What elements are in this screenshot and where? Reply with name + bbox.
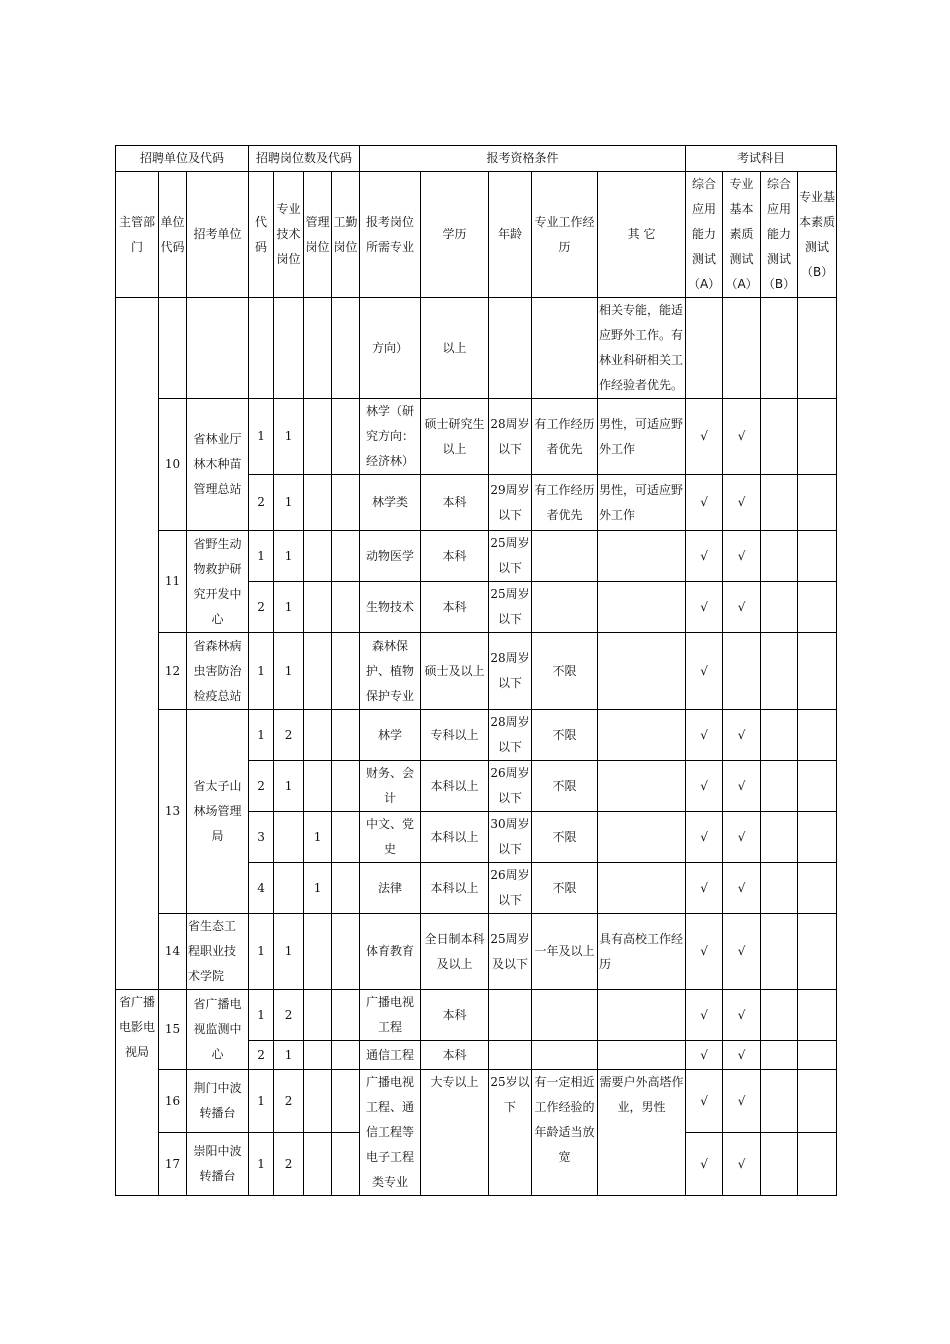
- other-cell: [598, 531, 686, 582]
- dept-cell: 省广播电影电视局: [116, 990, 159, 1196]
- other-cell: 相关专能，能适应野外工作。有林业科研相关工作经验者优先。: [598, 298, 686, 399]
- education-cell: 本科: [421, 990, 489, 1041]
- header-column-row: [116, 172, 837, 298]
- other-cell: [598, 863, 686, 914]
- exam-a2-cell: √: [723, 1133, 761, 1196]
- education-cell: 本科以上: [421, 761, 489, 812]
- post-code-cell: 2: [249, 475, 274, 531]
- labor-post-header: 工勤岗位: [332, 172, 360, 298]
- major-cell: 广播电视工程: [360, 990, 421, 1041]
- unit-name-cell: 省太子山林场管理局: [187, 710, 249, 914]
- tech-post-cell: 1: [274, 582, 304, 633]
- other-cell: 男性，可适应野外工作: [598, 399, 686, 475]
- exam-a1-cell: √: [686, 633, 723, 710]
- exam-b1-cell: [761, 812, 798, 863]
- exam-b1-cell: [761, 475, 798, 531]
- education-cell: 全日制本科及以上: [421, 914, 489, 990]
- major-cell: 林学（研究方向：经济林）: [360, 399, 421, 475]
- age-cell: 28周岁以下: [489, 633, 532, 710]
- tech-post-cell: 1: [274, 761, 304, 812]
- exam-b1-header: 综合应用能力测试（B）: [761, 172, 798, 298]
- labor-post-cell: [332, 582, 360, 633]
- exam-a1-cell: √: [686, 990, 723, 1041]
- exam-a1-cell: √: [686, 812, 723, 863]
- education-cell: 以上: [421, 298, 489, 399]
- table-row: [116, 990, 837, 1041]
- education-cell: 本科: [421, 531, 489, 582]
- mgmt-post-cell: [304, 990, 332, 1041]
- exam-a2-cell: √: [723, 710, 761, 761]
- unit-name-cell: 省野生动物救护研究开发中心: [187, 531, 249, 633]
- exam-a2-cell: √: [723, 863, 761, 914]
- unit-name-header: 招考单位: [187, 172, 249, 298]
- education-cell: 本科: [421, 475, 489, 531]
- exam-a1-cell: √: [686, 914, 723, 990]
- unit-name-cell: 荆门中波转播台: [187, 1070, 249, 1133]
- experience-cell: [532, 531, 598, 582]
- mgmt-post-header: 管理岗位: [304, 172, 332, 298]
- experience-cell: 有工作经历者优先: [532, 475, 598, 531]
- experience-cell: [532, 990, 598, 1041]
- experience-cell: [532, 1041, 598, 1070]
- tech-post-header: 专业技术岗位: [274, 172, 304, 298]
- table-row: [116, 710, 837, 761]
- tech-post-cell: [274, 812, 304, 863]
- unit-name-cell: 省森林病虫害防治检疫总站: [187, 633, 249, 710]
- unit-name-cell: 省林业厅林木种苗管理总站: [187, 399, 249, 531]
- exam-a1-cell: √: [686, 399, 723, 475]
- age-cell: 25周岁以下: [489, 531, 532, 582]
- unit-code-cell: 10: [159, 399, 187, 531]
- exam-b1-cell: [761, 1070, 798, 1133]
- exam-a1-cell: √: [686, 863, 723, 914]
- unit-name-cell: [187, 298, 249, 399]
- labor-post-cell: [332, 633, 360, 710]
- education-cell: 硕士及以上: [421, 633, 489, 710]
- experience-cell: 不限: [532, 863, 598, 914]
- labor-post-cell: [332, 761, 360, 812]
- exam-a1-cell: √: [686, 1133, 723, 1196]
- header-group-row: [116, 146, 837, 172]
- unit-name-cell: 崇阳中波转播台: [187, 1133, 249, 1196]
- mgmt-post-cell: [304, 531, 332, 582]
- other-cell: [598, 761, 686, 812]
- post-code-cell: [249, 298, 274, 399]
- post-code-header: 代码: [249, 172, 274, 298]
- post-code-cell: 2: [249, 582, 274, 633]
- experience-cell: [532, 582, 598, 633]
- tech-post-cell: 2: [274, 990, 304, 1041]
- exam-b1-cell: [761, 633, 798, 710]
- exam-a2-cell: √: [723, 812, 761, 863]
- age-cell: [489, 1041, 532, 1070]
- other-cell: [598, 710, 686, 761]
- exam-b1-cell: [761, 399, 798, 475]
- other-cell: 具有高校工作经历: [598, 914, 686, 990]
- unit-group-header: 招聘单位及代码: [116, 146, 249, 172]
- table-row: [116, 298, 837, 399]
- unit-code-cell: 13: [159, 710, 187, 914]
- mgmt-post-cell: [304, 399, 332, 475]
- exam-b1-cell: [761, 1041, 798, 1070]
- post-code-cell: 1: [249, 990, 274, 1041]
- mgmt-post-cell: [304, 761, 332, 812]
- labor-post-cell: [332, 475, 360, 531]
- major-cell: 森林保护、植物保护专业: [360, 633, 421, 710]
- major-cell: 体育教育: [360, 914, 421, 990]
- exam-a1-cell: [686, 298, 723, 399]
- exam-b2-cell: [798, 990, 837, 1041]
- exam-group-header: 考试科目: [686, 146, 837, 172]
- exam-b2-cell: [798, 710, 837, 761]
- exam-a2-cell: √: [723, 399, 761, 475]
- exam-a2-cell: √: [723, 475, 761, 531]
- unit-code-cell: 11: [159, 531, 187, 633]
- education-cell: 硕士研究生以上: [421, 399, 489, 475]
- mgmt-post-cell: 1: [304, 863, 332, 914]
- age-cell: [489, 990, 532, 1041]
- table-row: [116, 531, 837, 582]
- experience-cell: 不限: [532, 633, 598, 710]
- education-cell: 本科: [421, 1041, 489, 1070]
- unit-code-cell: 16: [159, 1070, 187, 1133]
- age-cell: 25岁以下: [489, 1070, 532, 1196]
- exam-b1-cell: [761, 582, 798, 633]
- tech-post-cell: 1: [274, 633, 304, 710]
- exam-b1-cell: [761, 914, 798, 990]
- tech-post-cell: 1: [274, 1041, 304, 1070]
- tech-post-cell: 2: [274, 1070, 304, 1133]
- mgmt-post-cell: [304, 710, 332, 761]
- experience-cell: 不限: [532, 812, 598, 863]
- education-cell: 本科以上: [421, 863, 489, 914]
- exam-a1-cell: √: [686, 1041, 723, 1070]
- labor-post-cell: [332, 863, 360, 914]
- table-row: [116, 1070, 837, 1133]
- exam-b1-cell: [761, 863, 798, 914]
- table-row: [116, 399, 837, 475]
- exam-a2-cell: [723, 633, 761, 710]
- experience-cell: 不限: [532, 710, 598, 761]
- education-cell: 专科以上: [421, 710, 489, 761]
- exam-a1-cell: √: [686, 1070, 723, 1133]
- labor-post-cell: [332, 399, 360, 475]
- age-cell: 26周岁以下: [489, 761, 532, 812]
- tech-post-cell: [274, 863, 304, 914]
- exam-a1-cell: √: [686, 761, 723, 812]
- exam-b2-cell: [798, 582, 837, 633]
- unit-code-header: 单位代码: [159, 172, 187, 298]
- labor-post-cell: [332, 1041, 360, 1070]
- other-cell: 需要户外高塔作业，男性: [598, 1070, 686, 1196]
- exam-a1-cell: √: [686, 531, 723, 582]
- exam-a1-header: 综合应用能力测试（A）: [686, 172, 723, 298]
- mgmt-post-cell: [304, 633, 332, 710]
- major-cell: 林学类: [360, 475, 421, 531]
- post-code-cell: 1: [249, 914, 274, 990]
- mgmt-post-cell: 1: [304, 812, 332, 863]
- labor-post-cell: [332, 531, 360, 582]
- tech-post-cell: 1: [274, 914, 304, 990]
- mgmt-post-cell: [304, 914, 332, 990]
- unit-code-cell: 14: [159, 914, 187, 990]
- labor-post-cell: [332, 914, 360, 990]
- table-row: [116, 633, 837, 710]
- age-cell: 28周岁以下: [489, 710, 532, 761]
- labor-post-cell: [332, 812, 360, 863]
- exam-a2-header: 专业基本素质测试（A）: [723, 172, 761, 298]
- post-code-cell: 3: [249, 812, 274, 863]
- exam-b2-cell: [798, 914, 837, 990]
- unit-code-cell: 15: [159, 990, 187, 1070]
- exam-b2-cell: [798, 531, 837, 582]
- other-cell: [598, 633, 686, 710]
- exam-b2-header: 专业基本素质测试（B）: [798, 172, 837, 298]
- post-code-cell: 2: [249, 1041, 274, 1070]
- experience-cell: 有一定相近工作经验的年龄适当放宽: [532, 1070, 598, 1196]
- exam-b1-cell: [761, 710, 798, 761]
- dept-header: 主管部门: [116, 172, 159, 298]
- age-cell: 26周岁以下: [489, 863, 532, 914]
- exam-b2-cell: [798, 1041, 837, 1070]
- age-cell: 25周岁以下: [489, 582, 532, 633]
- tech-post-cell: 1: [274, 475, 304, 531]
- age-cell: 25周岁及以下: [489, 914, 532, 990]
- unit-name-cell: 省广播电视监测中心: [187, 990, 249, 1070]
- post-code-cell: 1: [249, 1070, 274, 1133]
- tech-post-cell: 2: [274, 1133, 304, 1196]
- exam-b1-cell: [761, 531, 798, 582]
- exam-b2-cell: [798, 863, 837, 914]
- exam-b2-cell: [798, 812, 837, 863]
- major-header: 报考岗位所需专业: [360, 172, 421, 298]
- age-cell: [489, 298, 532, 399]
- exam-a2-cell: √: [723, 990, 761, 1041]
- mgmt-post-cell: [304, 1070, 332, 1133]
- labor-post-cell: [332, 298, 360, 399]
- exam-b1-cell: [761, 761, 798, 812]
- exam-b2-cell: [798, 298, 837, 399]
- qualification-group-header: 报考资格条件: [360, 146, 686, 172]
- exam-b1-cell: [761, 1133, 798, 1196]
- labor-post-cell: [332, 990, 360, 1041]
- education-header: 学历: [421, 172, 489, 298]
- exam-a1-cell: √: [686, 582, 723, 633]
- labor-post-cell: [332, 1070, 360, 1133]
- post-group-header: 招聘岗位数及代码: [249, 146, 360, 172]
- other-cell: [598, 582, 686, 633]
- experience-cell: 一年及以上: [532, 914, 598, 990]
- mgmt-post-cell: [304, 1133, 332, 1196]
- tech-post-cell: 1: [274, 531, 304, 582]
- tech-post-cell: 1: [274, 399, 304, 475]
- other-cell: 男性，可适应野外工作: [598, 475, 686, 531]
- major-cell: 动物医学: [360, 531, 421, 582]
- major-cell: 林学: [360, 710, 421, 761]
- education-cell: 本科: [421, 582, 489, 633]
- major-cell: 通信工程: [360, 1041, 421, 1070]
- recruitment-table: [115, 145, 837, 1196]
- exam-b2-cell: [798, 1133, 837, 1196]
- other-cell: [598, 990, 686, 1041]
- exam-a1-cell: √: [686, 475, 723, 531]
- exam-a2-cell: √: [723, 531, 761, 582]
- exam-a2-cell: √: [723, 761, 761, 812]
- exam-b1-cell: [761, 990, 798, 1041]
- mgmt-post-cell: [304, 298, 332, 399]
- age-header: 年龄: [489, 172, 532, 298]
- mgmt-post-cell: [304, 582, 332, 633]
- exam-a2-cell: √: [723, 1070, 761, 1133]
- age-cell: 28周岁以下: [489, 399, 532, 475]
- other-cell: [598, 1041, 686, 1070]
- post-code-cell: 2: [249, 761, 274, 812]
- exam-b2-cell: [798, 475, 837, 531]
- major-cell: 法律: [360, 863, 421, 914]
- tech-post-cell: 2: [274, 710, 304, 761]
- labor-post-cell: [332, 710, 360, 761]
- post-code-cell: 1: [249, 531, 274, 582]
- post-code-cell: 1: [249, 1133, 274, 1196]
- education-cell: 本科以上: [421, 812, 489, 863]
- age-cell: 30周岁以下: [489, 812, 532, 863]
- labor-post-cell: [332, 1133, 360, 1196]
- post-code-cell: 1: [249, 399, 274, 475]
- unit-code-cell: 17: [159, 1133, 187, 1196]
- exam-b1-cell: [761, 298, 798, 399]
- exam-b2-cell: [798, 399, 837, 475]
- major-cell: 广播电视工程、通信工程等电子工程类专业: [360, 1070, 421, 1196]
- exam-b2-cell: [798, 633, 837, 710]
- experience-header: 专业工作经历: [532, 172, 598, 298]
- mgmt-post-cell: [304, 475, 332, 531]
- major-cell: 生物技术: [360, 582, 421, 633]
- exam-a2-cell: √: [723, 582, 761, 633]
- unit-name-cell: 省生态工程职业技术学院: [187, 914, 249, 990]
- age-cell: 29周岁以下: [489, 475, 532, 531]
- exam-a2-cell: [723, 298, 761, 399]
- unit-code-cell: [159, 298, 187, 399]
- major-cell: 方向）: [360, 298, 421, 399]
- major-cell: 财务、会计: [360, 761, 421, 812]
- post-code-cell: 4: [249, 863, 274, 914]
- table-row: [116, 914, 837, 990]
- exam-a2-cell: √: [723, 914, 761, 990]
- experience-cell: [532, 298, 598, 399]
- post-code-cell: 1: [249, 710, 274, 761]
- exam-b2-cell: [798, 761, 837, 812]
- exam-a1-cell: √: [686, 710, 723, 761]
- post-code-cell: 1: [249, 633, 274, 710]
- major-cell: 中文、党史: [360, 812, 421, 863]
- tech-post-cell: [274, 298, 304, 399]
- experience-cell: 有工作经历者优先: [532, 399, 598, 475]
- unit-code-cell: 12: [159, 633, 187, 710]
- mgmt-post-cell: [304, 1041, 332, 1070]
- experience-cell: 不限: [532, 761, 598, 812]
- education-cell: 大专以上: [421, 1070, 489, 1196]
- other-header: 其 它: [598, 172, 686, 298]
- exam-a2-cell: √: [723, 1041, 761, 1070]
- dept-cell: [116, 298, 159, 990]
- other-cell: [598, 812, 686, 863]
- exam-b2-cell: [798, 1070, 837, 1133]
